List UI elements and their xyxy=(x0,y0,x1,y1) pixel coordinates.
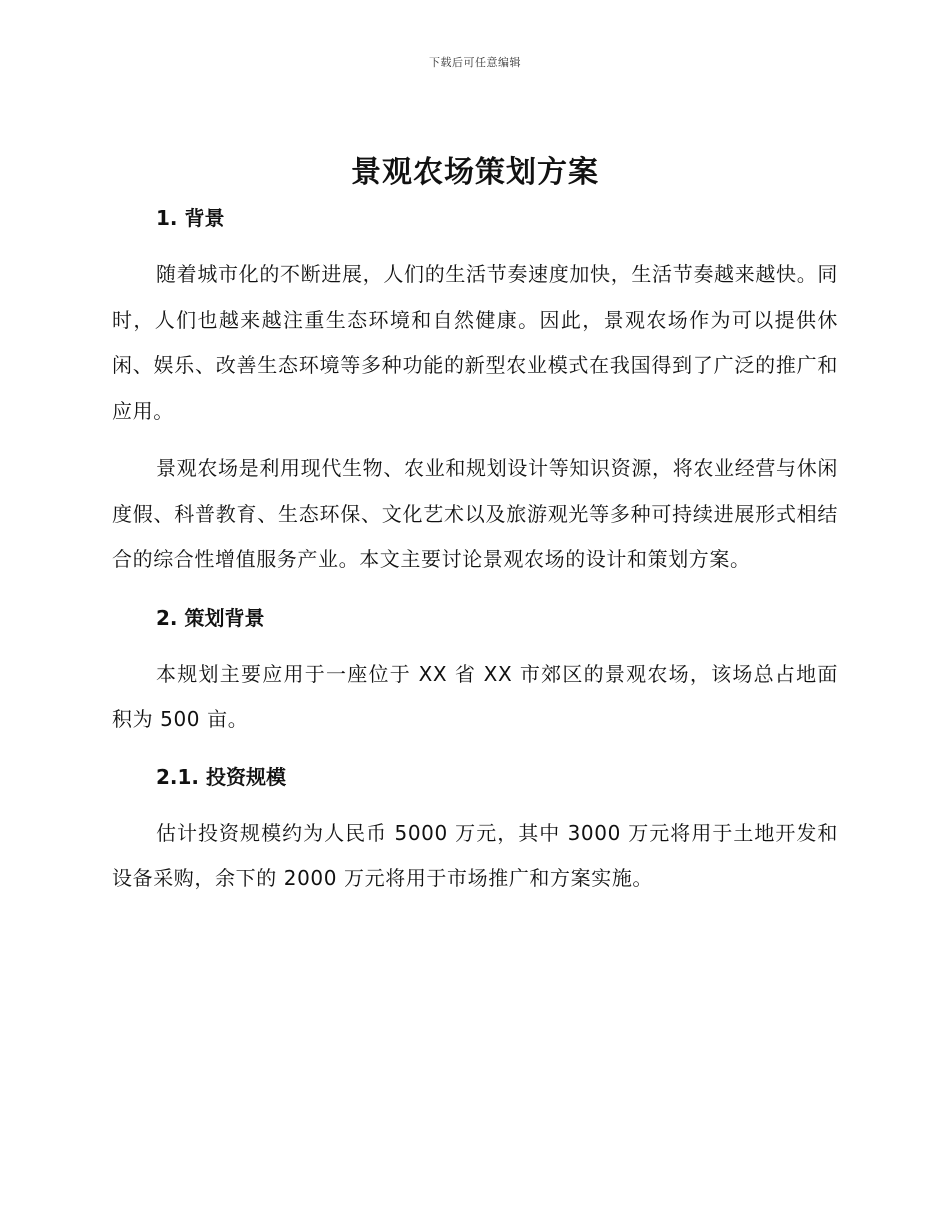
paragraph-background-2: 景观农场是利用现代生物、农业和规划设计等知识资源，将农业经营与休闲度假、科普教育、生态环保、文化艺术以及旅游观光等多种可持续进展形式相结合的综合性增值服务产业。本文主要讨论景观农场的设计和策划方案。 xyxy=(112,456,838,571)
paragraph-background-1: 随着城市化的不断进展，人们的生活节奏速度加快，生活节奏越来越快。同时，人们也越来越注重生态环境和自然健康。因此，景观农场作为可以提供休闲、娱乐、改善生态环境等多种功能的新型农业模式在我国得到了广泛的推广和应用。 xyxy=(112,262,838,423)
paragraph-investment-scale: 估计投资规模约为人民币 5000 万元，其中 3000 万元将用于土地开发和设备采购，余下的 2000 万元将用于市场推广和方案实施。 xyxy=(112,820,838,890)
page-header-note: 下载后可任意编辑 xyxy=(429,56,521,69)
section-heading-background: 1. 背景 xyxy=(156,206,225,230)
section-heading-investment-scale: 2.1. 投资规模 xyxy=(156,764,286,789)
document-title: 景观农场策划方案 xyxy=(351,155,599,190)
section-heading-planning-background: 2. 策划背景 xyxy=(156,605,265,630)
paragraph-planning-background: 本规划主要应用于一座位于 XX 省 XX 市郊区的景观农场，该场总占地面积为 500 亩。 xyxy=(112,661,838,731)
document-body xyxy=(112,150,838,902)
